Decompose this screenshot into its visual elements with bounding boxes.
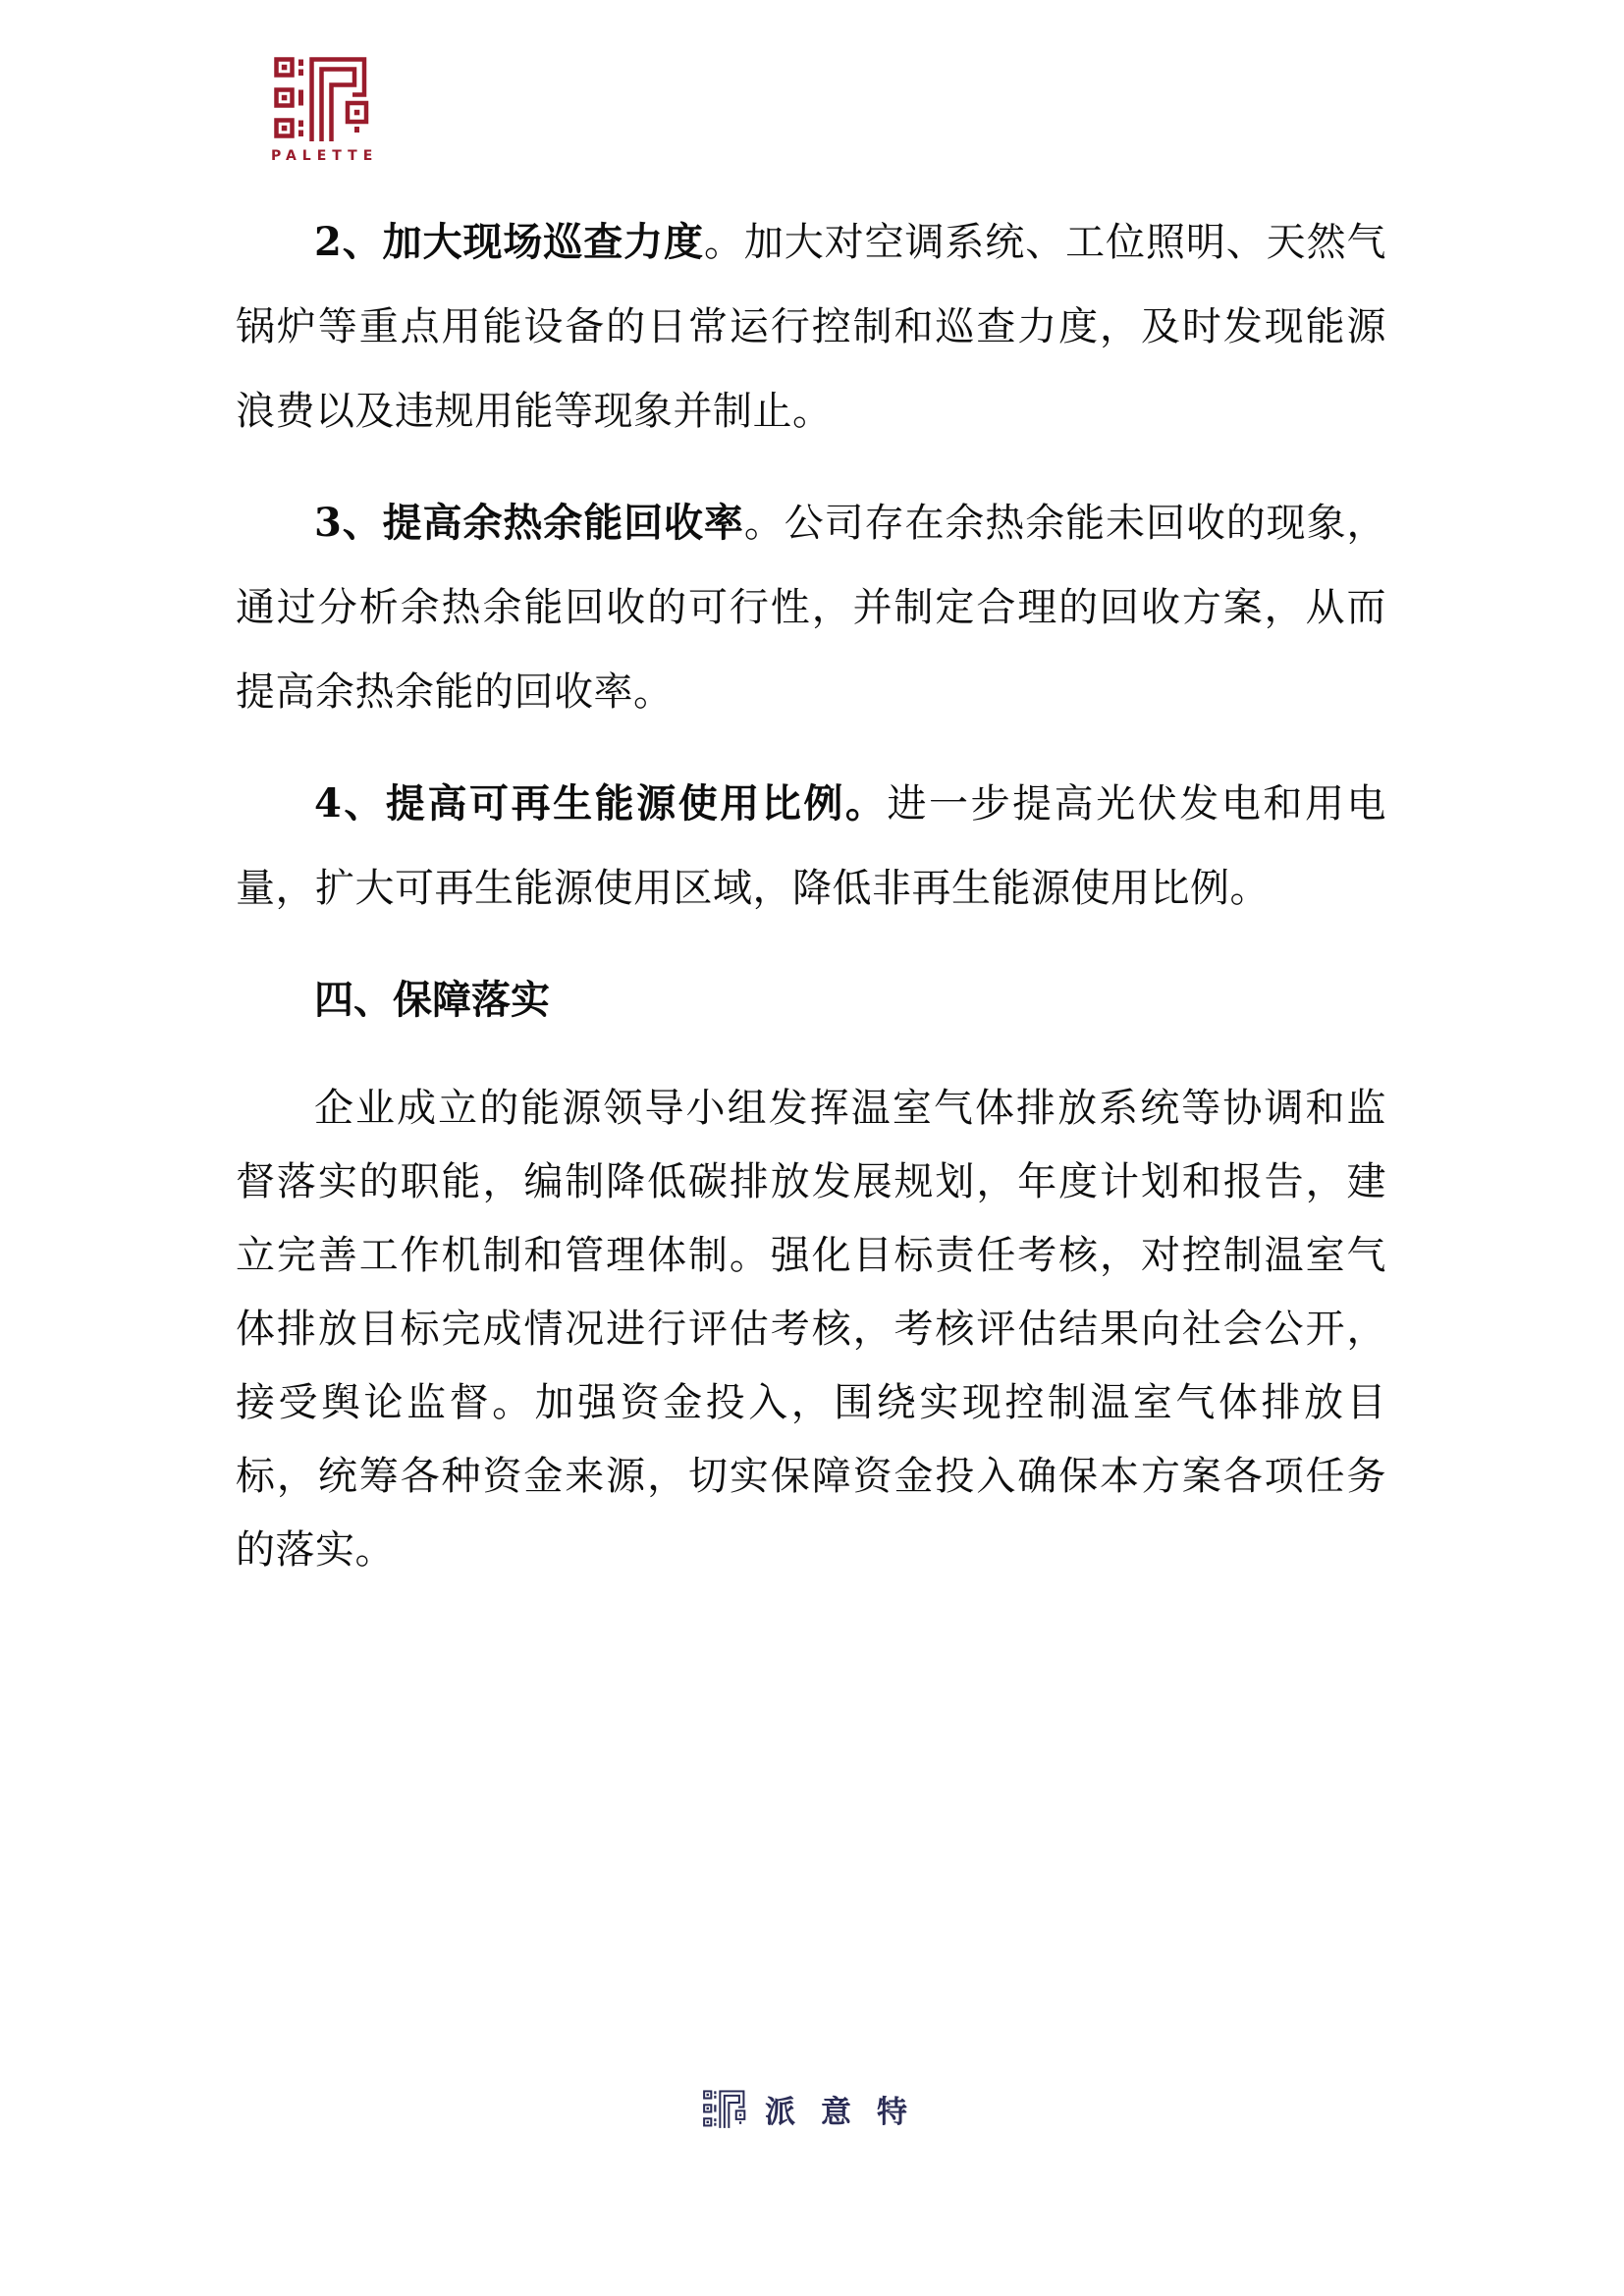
- paiyite-logo-icon: [703, 2090, 747, 2129]
- paragraph-inspection-lead: 2、加大现场巡查力度: [314, 219, 704, 265]
- paragraph-inspection-text: 。加大对空调系统、工位照明、天然气锅炉等重点用能设备的日常运行控制和巡查力度，及时发现能源浪费以及违规用能等现象并制止。: [236, 220, 1386, 434]
- section-heading-safeguards: 四、保障落实: [314, 977, 550, 1023]
- paragraph-renewables-text: 进一步提高光伏发电和用电量，扩大可再生能源使用区域，降低非再生能源使用比例。: [236, 781, 1386, 911]
- palette-logo-wordmark: PALETTE: [271, 148, 379, 164]
- header-logo: [271, 57, 379, 164]
- closing-paragraph: 企业成立的能源领导小组发挥温室气体排放系统等协调和监督落实的职能，编制降低碳排放发展规划，年度计划和报告，建立完善工作机制和管理体制。强化目标责任考核，对控制温室气体排放目标完成情况进行评估考核，考核评估结果向社会公开，接受舆论监督。加强资金投入，围绕实现控制温室气体排放目标，统筹各种资金来源，切实保障资金投入确保本方案各项任务的落实。: [236, 1086, 1386, 1573]
- paragraph-renewables-lead: 4、提高可再生能源使用比例。: [314, 780, 888, 827]
- palette-logo-icon: [274, 57, 372, 143]
- paragraph-renewables: [236, 762, 1386, 931]
- document-body: [236, 200, 1386, 1587]
- paragraph-heat-recovery: [236, 481, 1386, 734]
- paragraph-inspection: [236, 200, 1386, 454]
- paragraph-heat-recovery-text: 。公司存在余热余能未回收的现象，通过分析余热余能回收的可行性，并制定合理的回收方案，从而提高余热余能的回收率。: [236, 501, 1386, 715]
- paragraph-heat-recovery-lead: 3、提高余热余能回收率: [314, 500, 744, 546]
- paiyite-logo-wordmark: 派意特: [765, 2095, 933, 2130]
- footer-logo: [703, 2087, 933, 2131]
